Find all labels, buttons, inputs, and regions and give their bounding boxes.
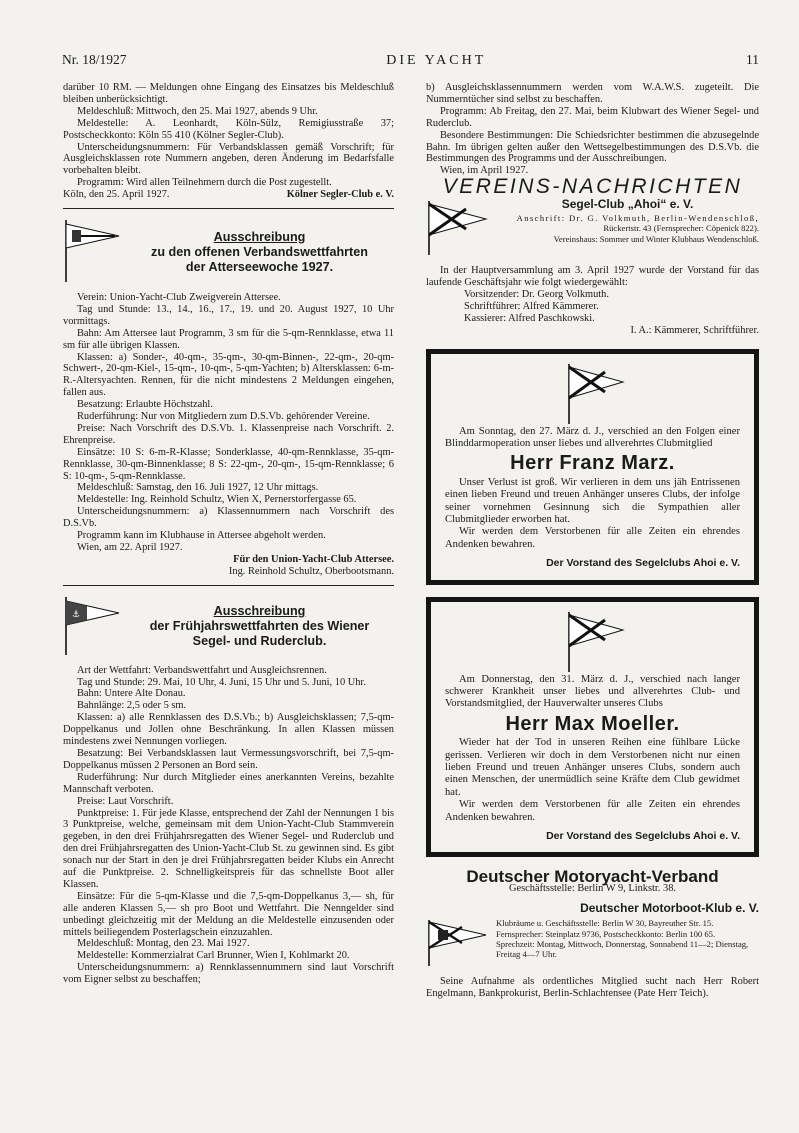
atterseewoche-signature: Für den Union-Yacht-Club Attersee. bbox=[233, 553, 394, 565]
dmk-address: Klubräume u. Geschäftsstelle: Berlin W 30, Bayreuther Str. 15. bbox=[496, 918, 714, 929]
obituary-text-3: Wir werden dem Verstorbenen für alle Zeiten ein ehrendes Andenken bewahren. bbox=[445, 799, 740, 823]
obituary-text-2: Wieder hat der Tod in unseren Reihen eine fühlbare Lücke gerissen. Verlieren wir doch in dem Verstorbenen nicht nur einen lieben Freund und treuen Anhänger unseres Clubs, sondern auch einen Menschen, der unermüdlich seine Kräfte dem Club gewidmet hat. bbox=[445, 737, 740, 798]
dmk-club-info bbox=[496, 918, 759, 970]
obituary-text-2: Unser Verlust ist groß. Wir verlieren in dem uns jäh Entrissenen einen lieben Freund und treuen Anhänger unseres Clubs, der infolge seiner vornehmen Gesinnung sich die Sympathien aller Clubmitglieder erworben hat. bbox=[445, 476, 740, 525]
intro-signature: Kölner Segler-Club e. V. bbox=[286, 189, 394, 201]
page-number: 11 bbox=[746, 52, 759, 67]
paragraph: Tag und Stunde: 29. Mai, 10 Uhr, 4. Juni, 15 Uhr und 5. Juni, 10 Uhr. bbox=[77, 676, 366, 688]
paragraph: Preise: Laut Vorschrift. bbox=[77, 795, 174, 807]
fruehjahr-title bbox=[125, 604, 394, 649]
obituary-name: Herr Franz Marz. bbox=[510, 452, 675, 475]
obituary-signature: Der Vorstand des Segelclubs Ahoi e. V. bbox=[546, 830, 740, 843]
obituary-signature: Der Vorstand des Segelclubs Ahoi e. V. bbox=[546, 557, 740, 570]
ahoi-club-header bbox=[426, 199, 759, 259]
paragraph: Klassen: a) Sonder-, 40-qm-, 35-qm-, 30-qm-Binnen-, 22-qm-, 20-qm-Schwert-, 20-qm-Kiel-, 15-qm-, 10-qm-, 5-qm-Yachten; b) Altersklassen: 6-m-R.-Altersyachten. Rennen, für die nicht mindestens 2 Meldungen eingehen, fallen aus. bbox=[63, 351, 394, 399]
dmk-phone: Fernsprecher: Steinplatz 9736, Postscheckkonto: Berlin 100 65. bbox=[496, 928, 716, 939]
paragraph: Meldestelle: Ing. Reinhold Schultz, Wien X, Pernerstorfergasse 65. bbox=[77, 494, 357, 506]
paragraph: Bahn: Am Attersee laut Programm, 3 sm für die 5-qm-Rennklasse, etwa 11 sm für alle übrigen Klassen. bbox=[63, 327, 394, 351]
dmk-club-name: Deutscher Motorboot-Klub e. V. bbox=[580, 901, 759, 916]
paragraph: Programm kann im Klubhause in Attersee abgeholt werden. bbox=[77, 530, 326, 542]
title-line-1: Ausschreibung bbox=[213, 229, 306, 244]
obituary-text-1: Am Donnerstag, den 31. März d. J., verschied nach langer schwerer Krankheit unser liebes und allverehrtes Club- und Vorstandsmitglied, der Hauverwalter unseres Clubs bbox=[445, 673, 740, 710]
paragraph: Bahn: Untere Alte Donau. bbox=[77, 688, 186, 700]
intro-paragraphs bbox=[63, 82, 394, 189]
paragraph: Besatzung: Erlaubte Höchstzahl. bbox=[77, 399, 213, 411]
ahoi-club-name: Segel-Club „Ahoi“ e. V. bbox=[561, 197, 694, 212]
issue-number: Nr. 18/1927 bbox=[62, 52, 127, 67]
svg-text:⚓: ⚓ bbox=[72, 609, 81, 620]
dmv-title: Deutscher Motoryacht-Verband bbox=[466, 867, 719, 887]
paragraph: Meldestelle: Kommerzialrat Carl Brunner, Wien I, Kohlmarkt 20. bbox=[77, 950, 350, 962]
motorboot-klub-flag-icon bbox=[426, 918, 496, 970]
ahoi-text: In der Hauptversammlung am 3. April 1927 wurde der Vorstand für das laufende Geschäftsjahr wie folgt wiedergewählt: bbox=[426, 265, 759, 288]
dmv-office: Geschäftsstelle: Berlin W 9, Linkstr. 38. bbox=[509, 883, 676, 895]
dmk-club-header bbox=[426, 918, 759, 970]
ahoi-chair: Vorsitzender: Dr. Georg Volkmuth. bbox=[464, 288, 609, 300]
continued-place: Wien, im April 1927. bbox=[440, 165, 529, 177]
paragraph: Art der Wettfahrt: Verbandswettfahrt und Ausgleichsrennen. bbox=[77, 664, 327, 676]
union-yacht-club-flag-icon bbox=[63, 218, 125, 286]
ahoi-flag-icon bbox=[445, 610, 740, 674]
paragraph: Punktpreise: 1. Für jede Klasse, entsprechend der Zahl der Nennungen 1 bis 3 Punktpreise, welche, gemeinsam mit dem Union-Yacht-Club Stammverein gegeben, in den drei Frühjahrsregatten des Wiener Segel- und Ruderclub und den drei Frühjahrsregatten des Union-Yacht-Club St. zu gewinnen sind. Es gibt sonach nur der Start in den je drei Frühjahrsregatten beider Klubs ein Anrecht auf die Punktpreise. 2. Schnelligkeitspreis für das schnellste Boot aller Klassen. bbox=[63, 807, 394, 890]
title-line-2: zu den offenen Verbandswettfahrten bbox=[151, 244, 368, 259]
magazine-title: DIE YACHT bbox=[386, 53, 487, 68]
divider bbox=[63, 208, 394, 209]
obituary-text-1: Am Sonntag, den 27. März d. J., verschied an den Folgen einer Blinddarmoperation unser liebes und allverehrtes Clubmitglied bbox=[445, 425, 740, 449]
paragraph: Unterscheidungsnummern: a) Rennklassennummern sind laut Vorschrift vom Eigner selbst zu beschaffen; bbox=[63, 962, 394, 986]
paragraph: Meldeschluß: Montag, den 23. Mai 1927. bbox=[77, 938, 250, 950]
title-line-3: Segel- und Ruderclub. bbox=[192, 634, 327, 649]
paragraph: Ruderführung: Nur durch Mitglieder eines anerkannten Vereins, bezahlte Mannschaft verboten. bbox=[63, 771, 394, 795]
ahoi-treasurer: Kassierer: Alfred Paschkowski. bbox=[464, 312, 595, 324]
paragraph: Preise: Nach Vorschrift des D.S.Vb. 1. Klassenpreise nach Vorschrift. 2. Ehrenpreise. bbox=[63, 422, 394, 446]
paragraph: Unterscheidungsnummern: a) Klassennummern nach Vorschrift des D.S.Vb. bbox=[63, 506, 394, 530]
atterseewoche-signature-2: Ing. Reinhold Schultz, Oberbootsmann. bbox=[228, 565, 394, 577]
intro-place: Köln, den 25. April 1927. bbox=[63, 189, 170, 201]
ahoi-club-info bbox=[496, 199, 759, 259]
obituary-text-3: Wir werden dem Verstorbenen für alle Zeiten ein ehrendes Andenken bewahren. bbox=[445, 526, 740, 550]
ahoi-ia: I. A.: Kämmerer, Schriftführer. bbox=[630, 324, 759, 336]
paragraph: Meldestelle: A. Leonhardt, Köln-Sülz, Remigiusstraße 37; Postscheckkonto: Köln 55 410 (Kölner Segler-Club). bbox=[63, 117, 394, 141]
dmk-hours: Sprechzeit: Montag, Mittwoch, Donnerstag, Sonnabend 11—2; Dienstag, Freitag 4—7 Uhr. bbox=[496, 938, 749, 960]
left-column bbox=[63, 82, 394, 986]
vereins-nachrichten-title: VEREINS-NACHRICHTEN bbox=[442, 175, 743, 199]
paragraph: Ruderführung: Nur von Mitgliedern zum D.S.Vb. gehörender Vereine. bbox=[77, 411, 370, 423]
atterseewoche-heading bbox=[63, 218, 394, 286]
wiener-segel-ruderclub-flag-icon bbox=[63, 595, 125, 659]
paragraph: Bahnlänge: 2,5 oder 5 sm. bbox=[77, 700, 187, 712]
title-line-2: der Frühjahrswettfahrten des Wiener bbox=[149, 619, 370, 634]
paragraph: Besondere Bestimmungen: Die Schiedsrichter bestimmen die abzusegelnde Bahn. Im übrigen gelten außer den Wettsegelbestimmungen des D.S.Vb. die Bestimmungen des Programms und der Ausschreibungen. bbox=[426, 129, 759, 165]
atterseewoche-paragraphs bbox=[63, 292, 394, 542]
paragraph: Tag und Stunde: 13., 14., 16., 17., 19. und 20. August 1927, 10 Uhr vormittags. bbox=[63, 303, 394, 327]
paragraph: Besatzung: Bei Verbandsklassen laut Vermessungsvorschrift, bei 7,5-qm-Doppelkanus müssen 2 Personen an Bord sein. bbox=[63, 747, 394, 771]
intro-signature-line bbox=[63, 189, 394, 201]
fruehjahr-paragraphs bbox=[63, 665, 394, 986]
obituary-name: Herr Max Moeller. bbox=[505, 712, 680, 735]
paragraph: Einsätze: Für die 5-qm-Klasse und die 7,5-qm-Doppelkanus 3,— sh, für alle anderen Klassen 5,— sh pro Boot und Wettfahrt. Die Nenngelder sind unbedingt gleichzeitig mit der Meldung an die Meldestelle einzusenden oder mittels beiliegendem Posterlagschein einzuzahlen. bbox=[63, 890, 394, 938]
paragraph: Einsätze: 10 S: 6-m-R-Klasse; Sonderklasse, 40-qm-Rennklasse, 35-qm-Rennklasse, 30-qm-Binnenklasse; 8 S: 22-qm-, 20-qm-, 15-qm-Rennklasse; 6 S: 10-qm-, 5-qm-Rennklasse. bbox=[63, 446, 394, 482]
fruehjahr-heading bbox=[63, 595, 394, 659]
divider bbox=[63, 585, 394, 586]
paragraph: Unterscheidungsnummern: Für Verbandsklassen gemäß Vorschrift; für Ausgleichsklassen rote Nummern angeben, deren Änderung im Bedarfsfalle vorbehalten bleibt. bbox=[63, 141, 394, 177]
ahoi-address-1: Anschrift: Dr. G. Volkmuth, Berlin-Wendenschloß, bbox=[516, 213, 759, 224]
ahoi-flag-icon bbox=[445, 362, 740, 426]
atterseewoche-title bbox=[125, 230, 394, 275]
paragraph: Klassen: a) alle Rennklassen des D.S.Vb.; b) Ausgleichsklassen; 7,5-qm-Doppelkanus und Jollen ohne Beschränkung. In allen Klassen müssen mindestens zwei Nennungen vorliegen. bbox=[63, 712, 394, 748]
obituary-franz-marz bbox=[426, 349, 759, 585]
paragraph: darüber 10 RM. — Meldungen ohne Eingang des Einsatzes bis Meldeschluß bleiben unberücksichtigt. bbox=[63, 82, 394, 105]
ahoi-address-2: Rückertstr. 43 (Fernsprecher: Cöpenick 822). bbox=[603, 223, 759, 234]
paragraph: Verein: Union-Yacht-Club Zweigverein Attersee. bbox=[77, 291, 281, 303]
right-column bbox=[426, 82, 759, 1000]
page-header bbox=[62, 52, 759, 72]
title-line-1: Ausschreibung bbox=[213, 604, 306, 619]
title-line-3: der Atterseewoche 1927. bbox=[185, 259, 334, 274]
paragraph: b) Ausgleichsklassennummern werden vom W.A.W.S. zugeteilt. Die Nummerntücher sind selbst zu beschaffen. bbox=[426, 82, 759, 105]
atterseewoche-place: Wien, am 22. April 1927. bbox=[77, 542, 183, 553]
obituary-max-moeller bbox=[426, 597, 759, 858]
ahoi-flag-icon bbox=[426, 199, 496, 259]
paragraph: Programm: Wird allen Teilnehmern durch die Post zugestellt. bbox=[77, 177, 332, 189]
paragraph: Meldeschluß: Samstag, den 16. Juli 1927, 12 Uhr mittags. bbox=[77, 482, 319, 494]
dmk-membership-text: Seine Aufnahme als ordentliches Mitglied sucht nach Herr Robert Engelmann, Bankprokurist, Berlin-Schlachtensee (Pate Herr Teich). bbox=[426, 976, 759, 999]
ahoi-secretary: Schriftführer: Alfred Kämmerer. bbox=[464, 300, 599, 312]
continued-paragraphs bbox=[426, 82, 759, 165]
paragraph: Programm: Ab Freitag, den 27. Mai, beim Klubwart des Wiener Segel- und Ruderclub. bbox=[426, 105, 759, 129]
paragraph: Meldeschluß: Mittwoch, den 25. Mai 1927, abends 9 Uhr. bbox=[77, 105, 318, 117]
ahoi-address-3: Vereinshaus: Sommer und Winter Klubhaus Wendenschloß. bbox=[553, 233, 759, 244]
